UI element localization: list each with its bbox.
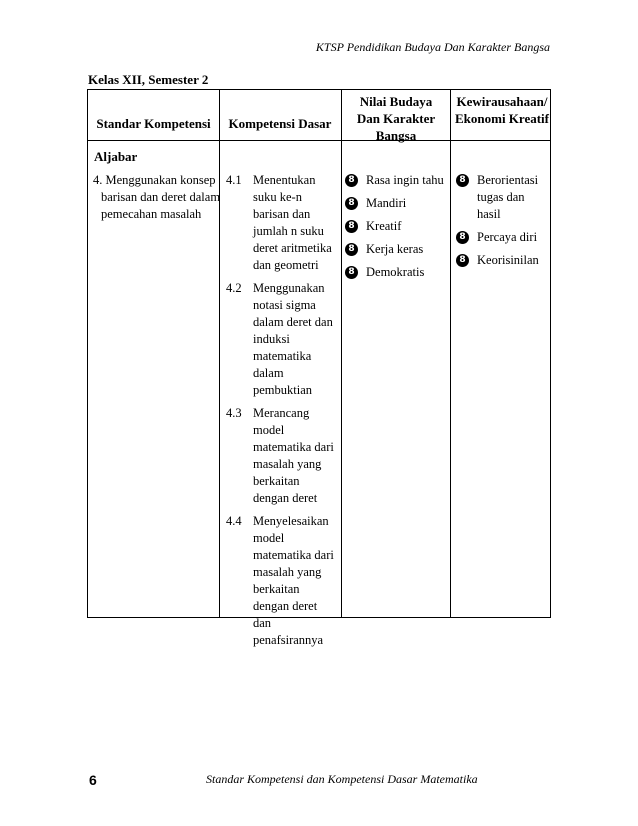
competency-table <box>87 89 551 647</box>
page-number: 6 <box>89 772 97 788</box>
nilai-label: Kerja keras <box>366 242 424 256</box>
column-divider-3 <box>450 90 451 617</box>
bullet-8-icon: 8 <box>456 231 469 244</box>
bullet-8-icon: 8 <box>345 197 358 210</box>
bullet-8-icon: 8 <box>345 174 358 187</box>
kd-text: Menentukan suku ke-n barisan dan jumlah n suku deret aritmetika dan geometri <box>253 173 332 272</box>
section-title: Kelas XII, Semester 2 <box>88 72 209 87</box>
kd-text: Menggunakan notasi sigma dalam deret dan induksi matematika dalam pembuktian <box>253 281 333 397</box>
header-divider <box>88 140 550 141</box>
list-item <box>226 405 338 507</box>
bullet-8-icon: 8 <box>345 220 358 233</box>
list-item <box>345 172 447 189</box>
list-item <box>345 241 447 258</box>
kd-number: 4.4 <box>226 514 242 528</box>
kd-text: Menyelesaikan model matematika dari masalah yang berkaitan dengan deret dan penafsirannya <box>253 514 334 647</box>
kewirausahaan-list <box>456 172 548 275</box>
kewirausahaan-label: Keorisinilan <box>477 253 539 267</box>
group-title: Aljabar <box>94 149 138 164</box>
column-divider-1 <box>219 90 220 617</box>
list-item <box>456 252 548 269</box>
bullet-8-icon: 8 <box>345 266 358 279</box>
column-divider-2 <box>341 90 342 617</box>
list-item <box>456 229 548 246</box>
running-header: KTSP Pendidikan Budaya Dan Karakter Bangsa <box>315 40 550 54</box>
nilai-label: Rasa ingin tahu <box>366 173 444 187</box>
kewirausahaan-label: Berorientasi tugas dan hasil <box>477 173 539 221</box>
list-item <box>345 195 447 212</box>
list-item <box>226 513 338 649</box>
standar-kompetensi-cell: 4. Menggunakan konsep barisan dan deret dalam pemecahan masalah <box>93 173 221 221</box>
kewirausahaan-label: Percaya diri <box>477 230 538 244</box>
kd-number: 4.2 <box>226 281 242 295</box>
bullet-8-icon: 8 <box>456 174 469 187</box>
nilai-label: Demokratis <box>366 265 425 279</box>
kd-number: 4.1 <box>226 173 242 187</box>
kompetensi-dasar-list <box>226 172 338 655</box>
nilai-label: Kreatif <box>366 219 402 233</box>
list-item <box>226 280 338 399</box>
list-item <box>226 172 338 274</box>
list-item <box>345 218 447 235</box>
bullet-8-icon: 8 <box>456 254 469 267</box>
nilai-budaya-list <box>345 172 447 287</box>
bullet-8-icon: 8 <box>345 243 358 256</box>
header-kompetensi-dasar: Kompetensi Dasar <box>228 116 332 131</box>
header-standar-kompetensi: Standar Kompetensi <box>96 116 211 131</box>
nilai-label: Mandiri <box>366 196 407 210</box>
list-item <box>456 172 548 223</box>
header-kewirausahaan: Kewirausahaan/ Ekonomi Kreatif <box>454 94 549 126</box>
header-nilai-budaya: Nilai Budaya Dan Karakter Bangsa <box>356 94 436 143</box>
kd-number: 4.3 <box>226 406 242 420</box>
list-item <box>345 264 447 281</box>
footer-title: Standar Kompetensi dan Kompetensi Dasar Matematika <box>206 772 478 786</box>
kd-text: Merancang model matematika dari masalah yang berkaitan dengan deret <box>253 406 334 505</box>
